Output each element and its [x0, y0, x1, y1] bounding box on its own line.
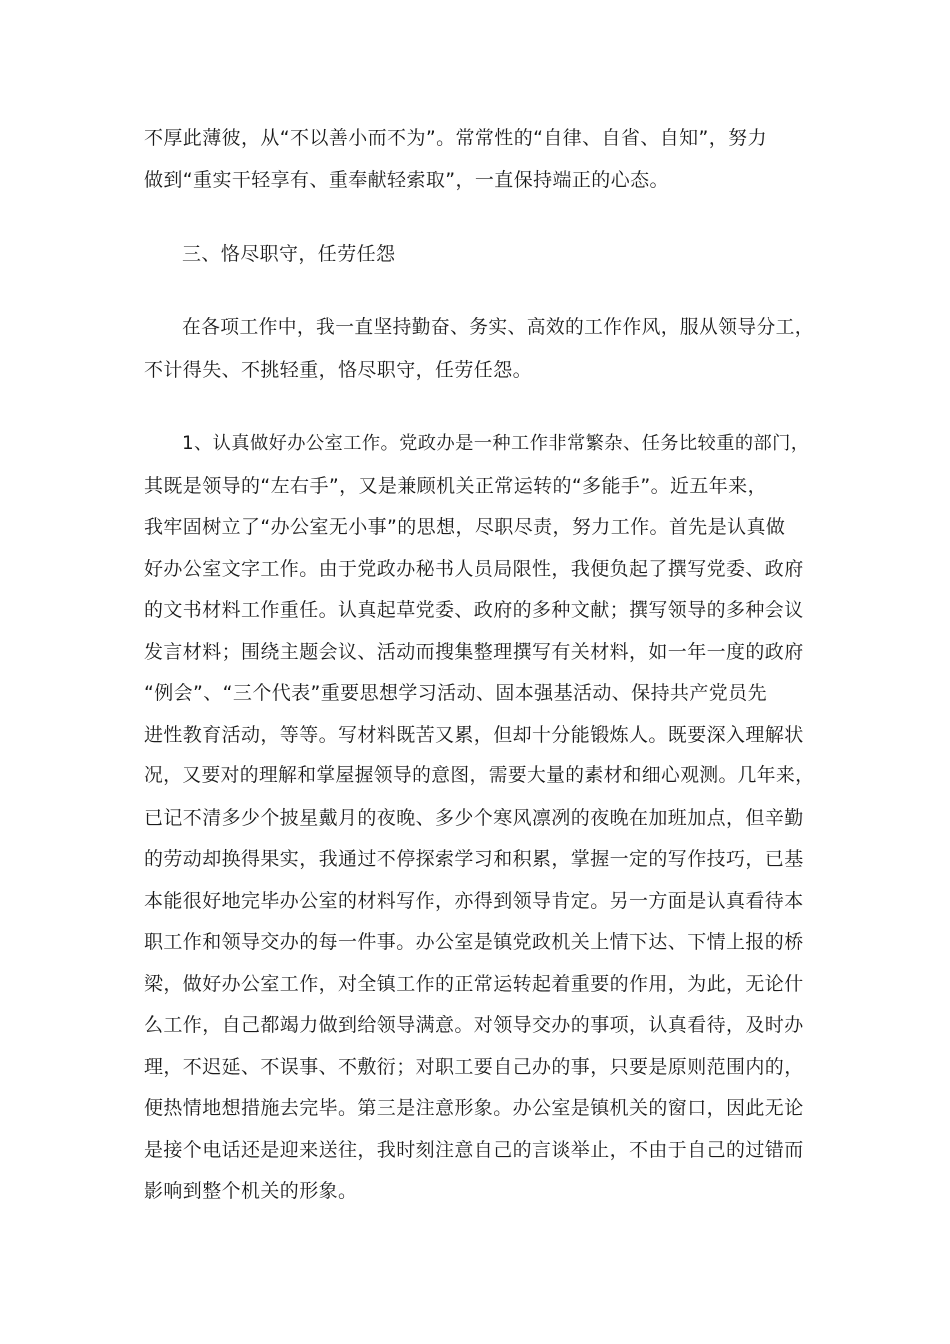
section-heading: 三、恪尽职守，任劳任怨: [182, 243, 396, 265]
paragraph-line: 是接个电话还是迎来送往，我时刻注意自己的言谈举止，不由于自己的过错而: [144, 1139, 804, 1161]
paragraph-line: 发言材料；围绕主题会议、活动而搜集整理撰写有关材料，如一年一度的政府: [144, 641, 804, 663]
paragraph-line: 其既是领导的“左右手”，又是兼顾机关正常运转的“多能手”。近五年来，: [144, 475, 767, 497]
paragraph-line: 好办公室文字工作。由于党政办秘书人员局限性，我便负起了撰写党委、政府: [144, 558, 804, 580]
paragraph-line: 便热情地想措施去完毕。第三是注意形象。办公室是镇机关的窗口，因此无论: [144, 1097, 804, 1119]
paragraph-line: 1、认真做好办公室工作。党政办是一种工作非常繁杂、任务比较重的部门，: [182, 433, 810, 454]
paragraph-line: “例会”、“三个代表”重要思想学习活动、固本强基活动、保持共产党员先: [144, 682, 767, 704]
paragraph-line: 进性教育活动，等等。写材料既苦又累，但却十分能锻炼人。既要深入理解状: [144, 724, 804, 746]
paragraph-line: 职工作和领导交办的每一件事。办公室是镇党政机关上情下达、下情上报的桥: [144, 931, 804, 953]
paragraph-line: 我牢固树立了“办公室无小事”的思想，尽职尽责，努力工作。首先是认真做: [144, 516, 786, 538]
paragraph-line: 在各项工作中，我一直坚持勤奋、务实、高效的工作作风，服从领导分工，: [182, 317, 814, 338]
paragraph-line: 本能很好地完毕办公室的材料写作，亦得到领导肯定。另一方面是认真看待本: [144, 890, 804, 912]
paragraph-line: 梁，做好办公室工作，对全镇工作的正常运转起着重要的作用，为此，无论什: [144, 973, 804, 995]
paragraph-line: 影响到整个机关的形象。: [144, 1180, 358, 1202]
paragraph-line: 已记不清多少个披星戴月的夜晚、多少个寒风凛冽的夜晚在加班加点，但辛勤: [144, 807, 804, 829]
paragraph-line: 不厚此薄彼，从“不以善小而不为”。常常性的“自律、自省、自知”，努力: [144, 127, 767, 149]
paragraph-line: 况，又要对的理解和掌屋握领导的意图，需要大量的素材和细心观测。几年来，: [144, 765, 815, 786]
paragraph-line: 么工作，自己都竭力做到给领导满意。对领导交办的事项，认真看待，及时办: [144, 1014, 804, 1036]
paragraph-line: 的劳动却换得果实，我通过不停探索学习和积累，掌握一定的写作技巧，已基: [144, 848, 804, 870]
paragraph-line: 不计得失、不挑轻重，恪尽职守，任劳任怨。: [144, 359, 533, 381]
paragraph-line: 做到“重实干轻享有、重奉献轻索取”，一直保持端正的心态。: [144, 169, 669, 191]
paragraph-line: 的文书材料工作重任。认真起草党委、政府的多种文献；撰写领导的多种会议: [144, 599, 804, 621]
paragraph-line: 理，不迟延、不误事、不敷衍；对职工要自己办的事，只要是原则范围内的，: [144, 1056, 804, 1078]
